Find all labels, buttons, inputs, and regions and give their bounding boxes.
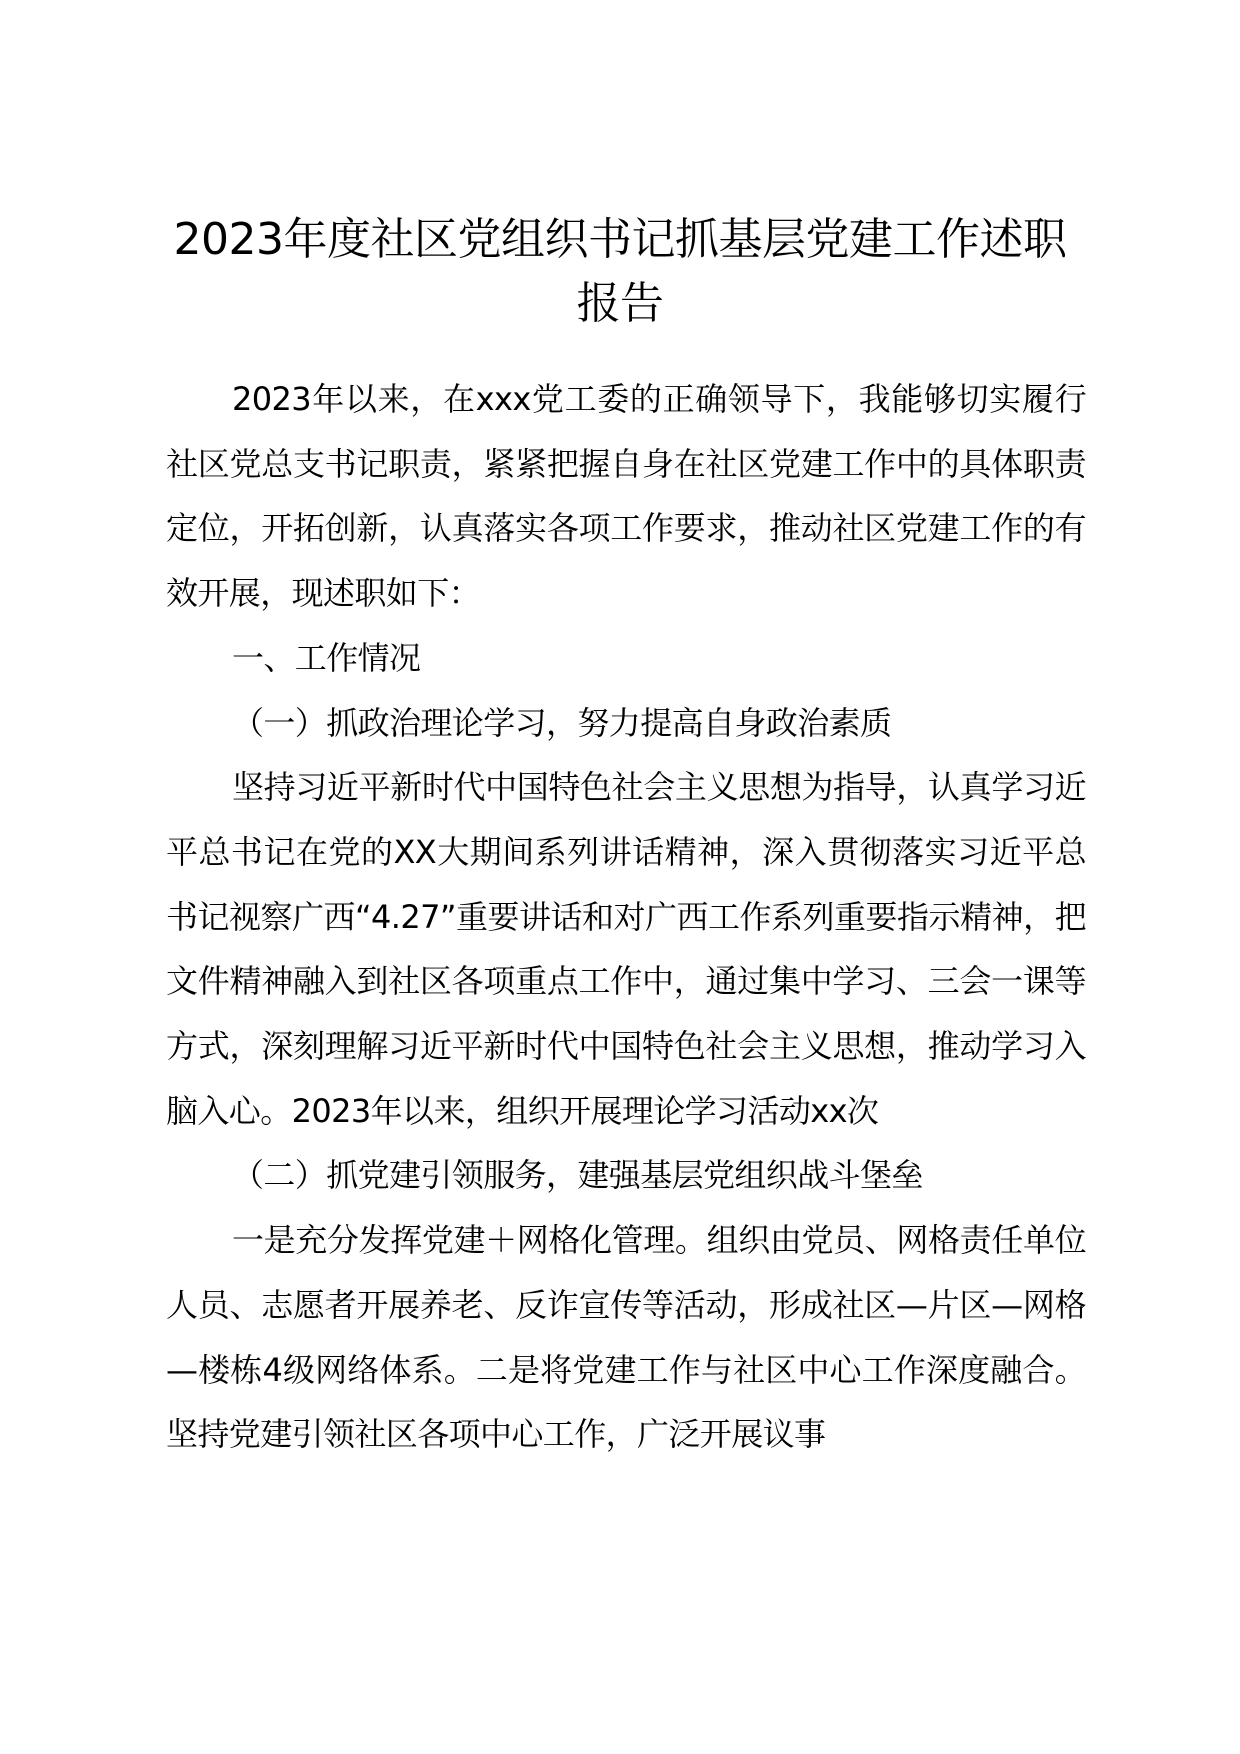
subsection-heading-party-building: （二）抓党建引领服务，建强基层党组织战斗堡垒	[232, 1156, 923, 1195]
subsection-heading-political-study: （一）抓政治理论学习，努力提高自身政治素质	[232, 703, 892, 742]
political-study-paragraph: 坚持习近平新时代中国特色社会主义思想为指导，认真学习近平总书记在党的XX大期间系列讲话精神，深入贯彻落实习近平总书记视察广西“4.27”重要讲话和对广西工作系列重要指示精神，把文件精神融入到社区各项重点工作中，通过集中学习、三会一课等方式，深刻理解习近平新时代中国特色社会主义思想，推动学习入脑入心。2023年以来，组织开展理论学习活动xx次	[166, 768, 1086, 1130]
party-building-paragraph: 一是充分发挥党建＋网格化管理。组织由党员、网格责任单位人员、志愿者开展养老、反诈宣传等活动，形成社区—片区—网格—楼栋4级网络体系。二是将党建工作与社区中心工作深度融合。坚持党建引领社区各项中心工作，广泛开展议事	[166, 1221, 1086, 1454]
document-body	[166, 367, 1086, 1467]
section-heading-work-status: 一、工作情况	[232, 638, 421, 677]
document-title: 2023年度社区党组织书记抓基层党建工作述职报告	[173, 214, 1067, 329]
intro-paragraph: 2023年以来，在xxx党工委的正确领导下，我能够切实履行社区党总支书记职责，紧紧把握自身在社区党建工作中的具体职责定位，开拓创新，认真落实各项工作要求，推动社区党建工作的有效开展，现述职如下：	[166, 380, 1086, 613]
